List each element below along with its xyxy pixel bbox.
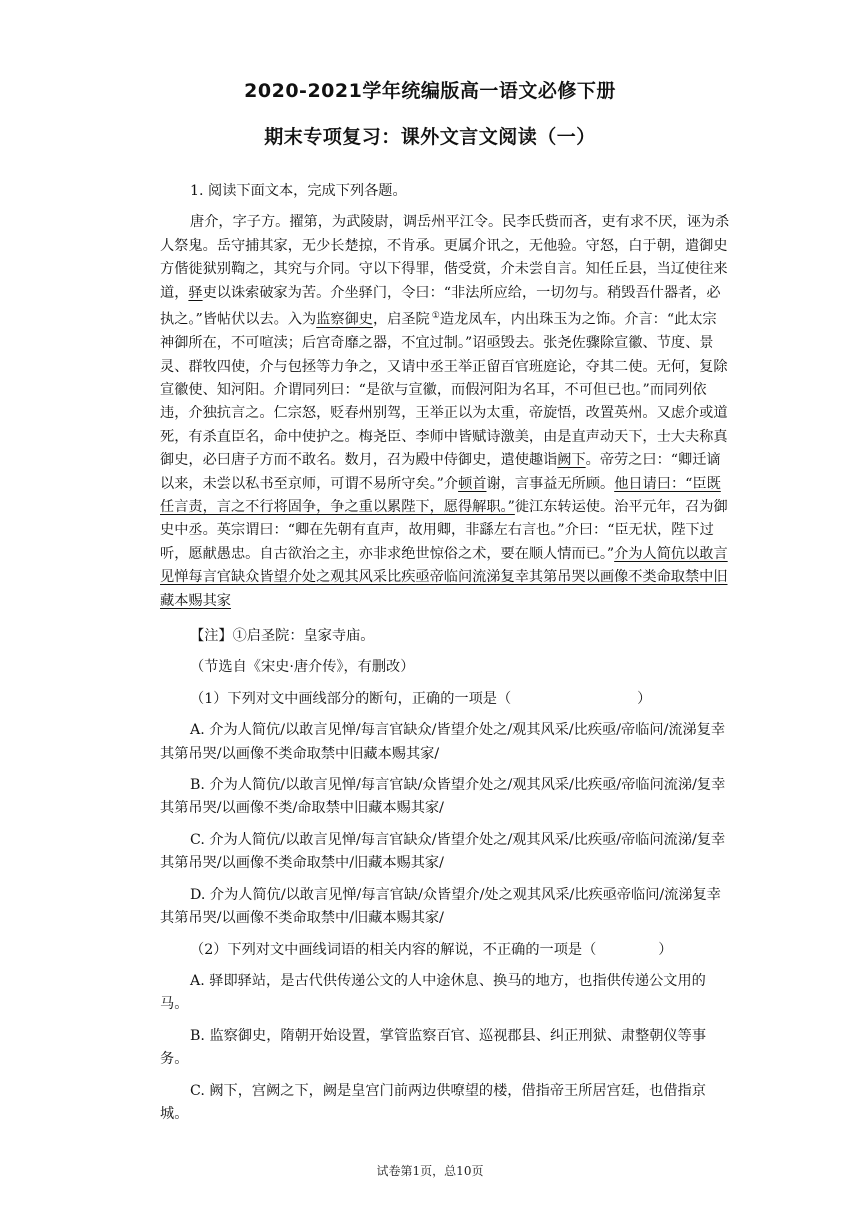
passage-text: 。帝劳之曰：“卿迁谪以来，未尝以私书至京师，可谓不易所守矣。”介 [160, 452, 721, 492]
underlined-term-jiancha: 监察御史 [316, 311, 373, 328]
footnote: 【注】①启圣院：皇家寺庙。 [190, 628, 375, 645]
passage-text: 徙江东转运使。治平元年，召为御史中丞。英宗谓曰：“卿在先朝有直声，故用卿，非繇左右言也。”介曰：“臣无状，陛下过听，愿献愚忠。自古欲治之主，亦非求绝世惊俗之术，要在顺人情而已。” [160, 499, 728, 562]
option-2c: C. 阙下，宫阙之下，阙是皇宫门前两边供嘹望的楼，借指帝王所居宫廷，也借指京城。 [160, 1082, 706, 1122]
underlined-term-que: 阙下 [557, 452, 586, 469]
question-1-stem [160, 688, 730, 711]
question-2-text: （2）下列对文中画线词语的相关内容的解说，不正确的一项是（ [190, 941, 597, 958]
underlined-term-dunshou: 顿首 [458, 475, 487, 492]
footnote-mark: ① [431, 311, 440, 322]
passage-text: 吏以诛索破家为苦。介坐驿门，令曰：“非法所应给，一切勿与。稍毁吾什器者，必执之。”皆帖伏以去。入为 [160, 284, 721, 328]
passage-text: 唐介，字子方。擢第，为武陵尉，调岳州平江令。民李氏赀而吝，吏有求不厌，诬为杀人祭鬼。岳守捕其家，无少长楚掠，不肯承。更属介讯之，无他验。守怒，白于朝，遣御史方偕徙狱别鞫之，其究与介同。守以下得罪，偕受赏，介未尝自言。知任丘县，当辽使往来道， [160, 214, 730, 301]
underlined-sentence-punctuation: 介为人简伉以敢言见惮每言官缺众皆望介处之观其风采比疾亟帝临问流涕复幸其第吊哭以画像不类命取禁中旧藏本赐其家 [160, 545, 728, 609]
page-footer: 试卷第1页，总10页 [376, 1164, 484, 1178]
passage-text: 造龙凤车，内出珠玉为之饰。介言：“此太宗神御所在，不可喧渎；后宫奇靡之器，不宜过制。”诏亟毁去。张尧佐骤除宣徽、节度、景灵、群牧四使，介与包拯等力争之，又请中丞王举正留百官班庭论，夺其二使。无何，复除宣徽使、知河阳。介谓同列曰：“是欲与宣徽，而假河阳为名耳，不可但已也。”而同列依违，介独抗言之。仁宗怒，贬春州别驾，王举正以为太重，帝旋悟，改置英州。又虑介或道死，有杀直臣名，命中使护之。梅尧臣、李师中皆赋诗激美，由是直声动天下，士大夫称真御史，必曰唐子方而不敢名。数月，召为殿中侍御史，遣使趣诣 [160, 311, 728, 469]
underlined-term-yi: 驿 [188, 284, 203, 301]
bracket-close: ） [658, 941, 673, 958]
option-2a: A. 驿即驿站，是古代供传递公文的人中途休息、换马的地方，也指供传递公文用的马。 [160, 972, 706, 1013]
question-intro: 1. 阅读下面文本，完成下列各题。 [190, 183, 407, 199]
passage-paragraph [160, 211, 730, 613]
option-1b: B. 介为人简伉/以敢言见惮/每言官缺/众皆望介处之/观其风采/比疾亟/帝临问流涕/复幸其第吊哭/以画像不类/命取禁中旧藏本赐其家/ [160, 777, 726, 817]
passage-text: 谢，言事益无所顾。 [486, 475, 615, 492]
passage-text: ，启圣院 [372, 311, 430, 328]
source-citation: （节选自《宋史·唐介传》，有删改） [190, 659, 415, 676]
bracket-close: ） [637, 690, 652, 707]
option-1c: C. 介为人简伉/以敢言见惮/每言官缺众/皆望介处之/观其风采/比疾亟/帝临问流涕/复幸其第吊哭/以画像不类命取禁中/旧藏本赐其家/ [160, 831, 726, 872]
exam-body [160, 180, 730, 1126]
option-2b: B. 监察御史，隋朝开始设置，掌管监察百官、巡视郡县、纠正刑狱、肃整朝仪等事务。 [160, 1027, 707, 1068]
exam-subtitle: 期末专项复习：课外文言文阅读（一） [264, 126, 596, 148]
option-1a: A. 介为人简伉/以敢言见惮/每言官缺众/皆望介处之/观其风采/比疾亟/帝临问/流涕复幸其第吊哭/以画像不类命取禁中旧藏本赐其家/ [160, 722, 726, 762]
underlined-sentence-translation: 他日请曰：“臣既任言责，言之不行将固争，争之重以累陛下，愿得解职。” [160, 475, 721, 516]
option-1d: D. 介为人简伉/以敢言见惮/每言官缺/众皆望介/处之观其风采/比疾亟帝临问/流涕复幸其第吊哭/以画像不类命取禁中/旧藏本赐其家/ [160, 886, 721, 927]
question-2-stem [160, 939, 730, 962]
exam-title: 2020-2021学年统编版高一语文必修下册 [244, 80, 616, 102]
question-1-text: （1）下列对文中画线部分的断句，正确的一项是（ [190, 690, 512, 707]
